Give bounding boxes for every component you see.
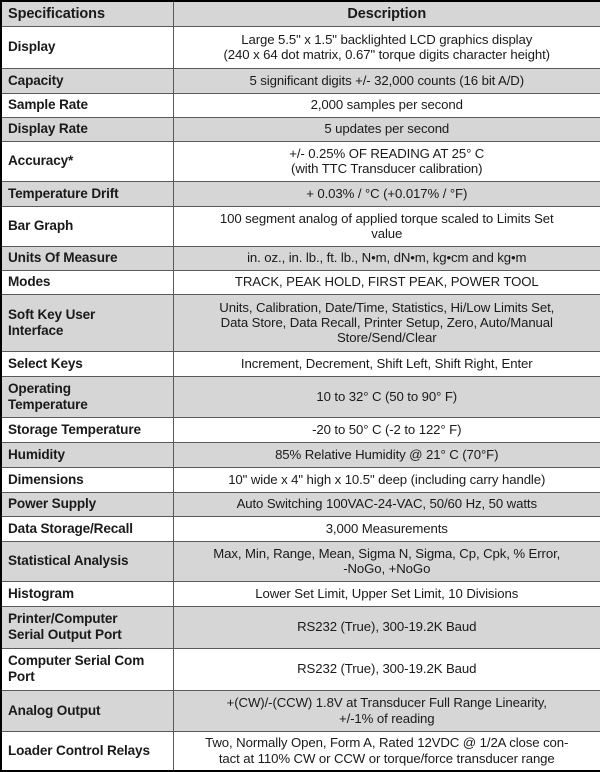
spec-description-line: Large 5.5" x 1.5" backlighted LCD graphics display: [241, 31, 533, 47]
table-row: [1, 417, 600, 442]
spec-description-line: +(CW)/-(CCW) 1.8V at Transducer Full Range Linearity,: [226, 695, 547, 711]
spec-name-line: Temperature Drift: [8, 185, 119, 201]
table-row: [1, 492, 600, 516]
spec-name-line: Display Rate: [8, 121, 88, 137]
table-row: [1, 294, 600, 351]
spec-name-line: Soft Key User: [8, 306, 96, 322]
table-row: [1, 117, 600, 141]
spec-description-line: Lower Set Limit, Upper Set Limit, 10 Divisions: [255, 585, 519, 601]
spec-name-line: Dimensions: [8, 471, 84, 487]
spec-description-cell: [173, 93, 600, 117]
spec-description-line: Data Store, Data Recall, Printer Setup, Zero, Auto/Manual: [220, 314, 553, 330]
spec-name-cell: [1, 648, 173, 690]
spec-description-line: Store/Send/Clear: [336, 330, 437, 346]
header-row: [1, 1, 600, 26]
spec-name-cell: [1, 541, 173, 581]
spec-name-line: Power Supply: [8, 496, 97, 512]
column-header-description: Description: [173, 1, 600, 26]
spec-name-line: Serial Output Port: [8, 627, 122, 642]
spec-name-line: Display: [8, 39, 56, 55]
spec-description-line: -20 to 50° C (-2 to 122° F): [312, 421, 462, 437]
spec-description-line: Max, Min, Range, Mean, Sigma N, Sigma, Cp, Cpk, % Error,: [213, 545, 561, 561]
spec-description-line: 3,000 Measurements: [325, 520, 448, 536]
spec-name-line: Loader Control Relays: [8, 742, 150, 758]
spec-description-line: +/-1% of reading: [338, 710, 435, 726]
spec-description-cell: [173, 26, 600, 68]
spec-description-line: RS232 (True), 300-19.2K Baud: [297, 661, 477, 677]
spec-name-line: Printer/Computer: [8, 611, 118, 627]
spec-description-cell: [173, 68, 600, 93]
spec-name-cell: [1, 181, 173, 206]
spec-description-line: Auto Switching 100VAC-24-VAC, 50/60 Hz, 50 watts: [236, 496, 537, 512]
spec-name-cell: [1, 516, 173, 541]
spec-description-cell: [173, 376, 600, 417]
spec-description-line: 10 to 32° C (50 to 90° F): [316, 388, 458, 404]
table-row: [1, 541, 600, 581]
spec-description-cell: [173, 516, 600, 541]
table-body: [1, 26, 600, 771]
spec-description-line: tact at 110% CW or CCW or torque/force transducer range: [218, 750, 555, 766]
spec-description-cell: [173, 417, 600, 442]
spec-description-line: 5 updates per second: [324, 121, 450, 137]
spec-description-line: +/- 0.25% OF READING AT 25° C: [289, 145, 485, 161]
spec-name-cell: [1, 246, 173, 270]
table-row: [1, 246, 600, 270]
spec-name-line: Operating: [8, 380, 71, 396]
spec-name-cell: [1, 376, 173, 417]
spec-description-cell: [173, 690, 600, 731]
table-row: [1, 26, 600, 68]
spec-name-line: Select Keys: [8, 355, 83, 371]
spec-name-cell: [1, 26, 173, 68]
table-row: [1, 581, 600, 606]
table-row: [1, 442, 600, 467]
spec-description-line: (with TTC Transducer calibration): [291, 161, 483, 176]
spec-description-line: value: [371, 226, 403, 241]
table-row: [1, 606, 600, 648]
spec-description-cell: [173, 181, 600, 206]
spec-name-line: Temperature: [8, 396, 88, 412]
spec-description-cell: [173, 141, 600, 181]
spec-name-cell: [1, 206, 173, 246]
spec-name-cell: [1, 467, 173, 492]
spec-name-cell: [1, 417, 173, 442]
spec-description-cell: [173, 541, 600, 581]
spec-name-cell: [1, 117, 173, 141]
spec-name-cell: [1, 690, 173, 731]
spec-name-line: Sample Rate: [8, 97, 88, 113]
spec-description-line: 85% Relative Humidity @ 21° C (70°F): [275, 446, 499, 462]
table-row: [1, 68, 600, 93]
spec-name-line: Statistical Analysis: [8, 553, 129, 569]
table-row: [1, 467, 600, 492]
spec-description-line: Increment, Decrement, Shift Left, Shift Right, Enter: [240, 355, 533, 371]
spec-name-line: Bar Graph: [8, 218, 74, 234]
spec-description-cell: [173, 294, 600, 351]
spec-name-line: Units Of Measure: [8, 250, 118, 266]
spec-name-line: Data Storage/Recall: [8, 520, 133, 536]
spec-description-line: Units, Calibration, Date/Time, Statistics, Hi/Low Limits Set,: [219, 299, 555, 315]
spec-description-cell: [173, 442, 600, 467]
spec-name-line: Capacity: [8, 72, 64, 88]
table-row: [1, 93, 600, 117]
spec-description-cell: [173, 117, 600, 141]
spec-description-cell: [173, 270, 600, 294]
spec-description-line: 10" wide x 4" high x 10.5" deep (including carry handle): [228, 471, 546, 487]
table-row: [1, 141, 600, 181]
spec-name-line: Humidity: [8, 446, 65, 462]
spec-description-cell: [173, 606, 600, 648]
table-row: [1, 690, 600, 731]
spec-description-line: + 0.03% / °C (+0.017% / °F): [306, 185, 468, 201]
spec-name-line: Storage Temperature: [8, 421, 141, 437]
spec-description-cell: [173, 206, 600, 246]
spec-name-cell: [1, 68, 173, 93]
spec-name-cell: [1, 581, 173, 606]
spec-name-line: Port: [8, 669, 35, 684]
spec-name-cell: [1, 294, 173, 351]
spec-name-line: Histogram: [8, 585, 74, 601]
table-row: [1, 516, 600, 541]
table-row: [1, 181, 600, 206]
spec-description-cell: [173, 492, 600, 516]
table-row: [1, 376, 600, 417]
spec-description-line: -NoGo, +NoGo: [343, 561, 431, 576]
table-row: [1, 206, 600, 246]
table-header: [1, 1, 600, 26]
spec-description-cell: [173, 731, 600, 771]
spec-description-line: TRACK, PEAK HOLD, FIRST PEAK, POWER TOOL: [234, 274, 539, 290]
spec-description-line: 5 significant digits +/- 32,000 counts (16 bit A/D): [249, 72, 525, 88]
spec-name-cell: [1, 141, 173, 181]
column-header-specifications: Specifications: [1, 1, 173, 26]
spec-description-line: (240 x 64 dot matrix, 0.67" torque digits character height): [223, 47, 550, 62]
spec-name-line: Analog Output: [8, 702, 101, 718]
spec-name-cell: [1, 93, 173, 117]
spec-name-cell: [1, 442, 173, 467]
spec-description-line: 100 segment analog of applied torque scaled to Limits Set: [219, 210, 554, 226]
spec-name-cell: [1, 606, 173, 648]
spec-name-line: Computer Serial Com: [8, 653, 145, 669]
spec-name-cell: [1, 270, 173, 294]
spec-description-line: 2,000 samples per second: [310, 97, 463, 113]
spec-name-line: Accuracy*: [8, 153, 74, 169]
spec-name-line: Modes: [8, 274, 51, 290]
spec-description-cell: [173, 581, 600, 606]
spec-name-cell: [1, 492, 173, 516]
spec-name-line: Interface: [8, 322, 64, 338]
table-row: [1, 731, 600, 771]
spec-name-cell: [1, 351, 173, 376]
table-row: [1, 648, 600, 690]
spec-description-cell: [173, 246, 600, 270]
spec-description-cell: [173, 648, 600, 690]
spec-description-cell: [173, 351, 600, 376]
spec-description-line: RS232 (True), 300-19.2K Baud: [297, 619, 477, 635]
spec-description-line: in. oz., in. lb., ft. lb., N•m, dN•m, kg•cm and kg•m: [247, 250, 527, 266]
spec-name-cell: [1, 731, 173, 771]
table-row: [1, 351, 600, 376]
table-row: [1, 270, 600, 294]
spec-description-cell: [173, 467, 600, 492]
spec-description-line: Two, Normally Open, Form A, Rated 12VDC @ 1/2A close con-: [205, 735, 569, 751]
